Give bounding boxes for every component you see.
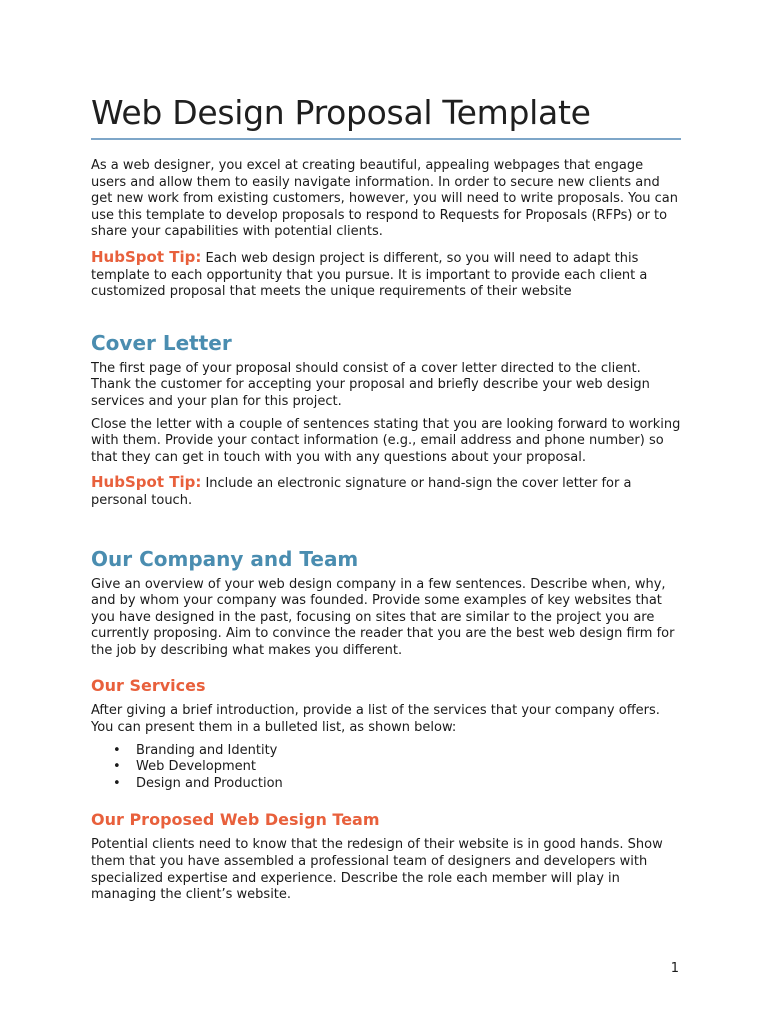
hubspot-tip-cover-letter — [91, 474, 681, 509]
list-item — [91, 743, 681, 760]
list-item-text: Design and Production — [136, 775, 283, 791]
company-paragraph: Give an overview of your web design company in a few sentences. Describe when, why, and by whom your company was founded. Provide some examples of key websites that you have designed in the past, focusing on sites that are similar to the project you are currently proposing. Aim to convince the reader that you are the best web design firm for the job by describing what makes you different. — [91, 576, 675, 658]
section-heading-company-team: Our Company and Team — [91, 546, 359, 571]
cover-letter-paragraph-2: Close the letter with a couple of sentences stating that you are looking forward to working with them. Provide your contact information (e.g., email address and phone number) so that they can get in touch with you with any questions about your proposal. — [91, 416, 681, 465]
cover-letter-paragraph-1: The first page of your proposal should consist of a cover letter directed to the client. Thank the customer for accepting your proposal and briefly describe your web design services and your plan for this project. — [91, 360, 650, 409]
bullet-icon: • — [113, 759, 121, 775]
subheading-services: Our Services — [91, 676, 206, 696]
tip-label: HubSpot Tip: — [91, 247, 202, 266]
list-item-text: Web Development — [136, 759, 256, 775]
page-number: 1 — [670, 961, 679, 976]
list-item — [91, 776, 681, 793]
services-list — [91, 743, 681, 793]
section-heading-cover-letter: Cover Letter — [91, 330, 232, 355]
bullet-icon: • — [113, 742, 121, 758]
document-title: Web Design Proposal Template — [91, 92, 681, 140]
bullet-icon: • — [113, 775, 121, 791]
list-item-text: Branding and Identity — [136, 742, 278, 758]
tip-text: Include an electronic signature or hand-sign the cover letter for a personal touch. — [91, 476, 632, 508]
page-content — [91, 92, 681, 904]
services-paragraph: After giving a brief introduction, provide a list of the services that your company offers. You can present them in a bulleted list, as shown below: — [91, 703, 660, 736]
subheading-design-team: Our Proposed Web Design Team — [91, 810, 380, 830]
tip-text: Each web design project is different, so you will need to adapt this template to each opportunity that you pursue. It is important to provide each client a customized proposal that meets the unique requirements of their website — [91, 250, 648, 300]
team-paragraph: Potential clients need to know that the redesign of their website is in good hands. Show them that you have assembled a professional team of designers and developers with specialized expertise and experience. Describe the role each member will play in managing the client’s website. — [91, 837, 663, 903]
intro-paragraph: As a web designer, you excel at creating beautiful, appealing webpages that engage users and allow them to easily navigate information. In order to secure new clients and get new work from existing customers, however, you will need to write proposals. You can use this template to develop proposals to respond to Requests for Proposals (RFPs) or to share your capabilities with potential clients. — [91, 158, 679, 240]
list-item — [91, 759, 681, 776]
hubspot-tip — [91, 249, 681, 301]
tip-label: HubSpot Tip: — [91, 473, 202, 492]
